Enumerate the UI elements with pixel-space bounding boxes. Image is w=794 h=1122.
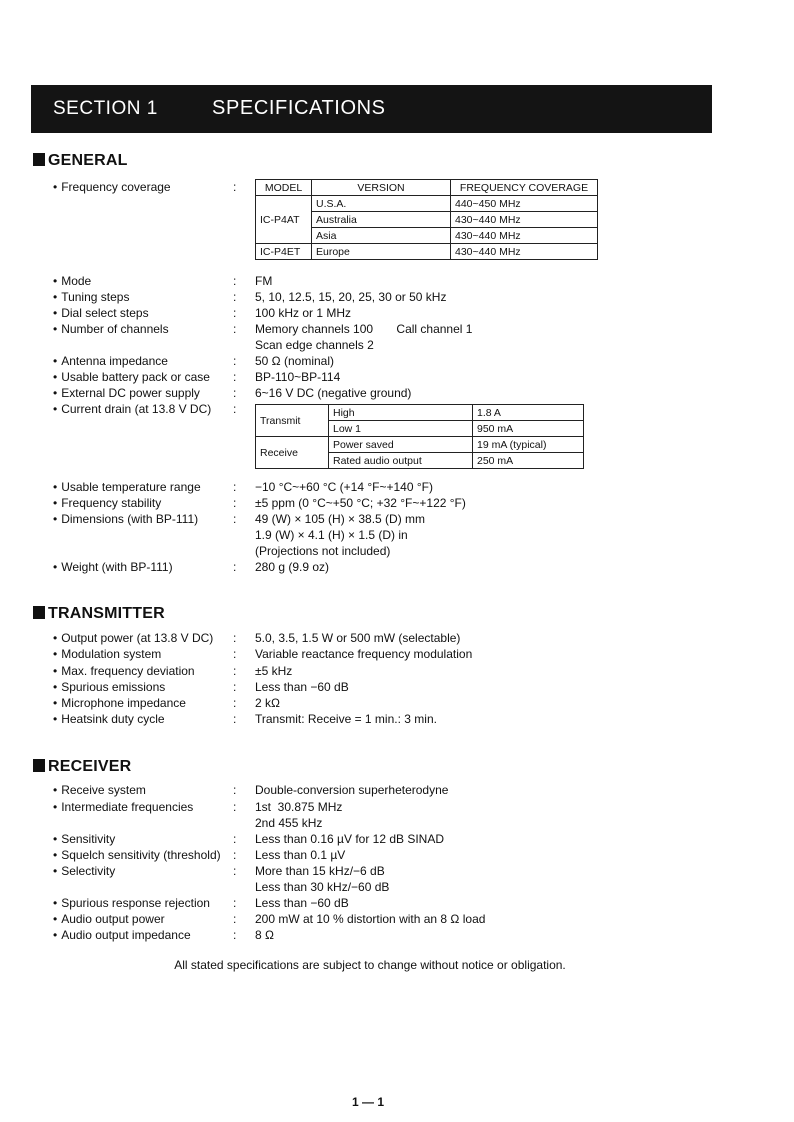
table-row: Receive Power saved 19 mA (typical) [256,437,584,453]
spec-label: • Frequency coverage [53,180,171,194]
spec-row: • Audio output power : 200 mW at 10 % distortion with an 8 Ω load [53,912,613,928]
section-title: SPECIFICATIONS [212,97,386,119]
spec-row: • Spurious emissions : Less than −60 dB [53,680,613,696]
receiver-heading: RECEIVER [33,758,131,776]
spec-row: • Number of channels : Memory channels 100 Call channel 1 [53,322,613,338]
spec-value-continued: (Projections not included) [255,544,391,558]
general-heading: GENERAL [33,152,128,170]
spec-value-continued: 2nd 455 kHz [255,816,323,830]
square-bullet-icon [33,606,45,619]
spec-row: • Output power (at 13.8 V DC) : 5.0, 3.5, 1.5 W or 500 mW (selectable) [53,631,613,647]
spec-row: • Weight (with BP-111) : 280 g (9.9 oz) [53,560,613,576]
frequency-coverage-table [255,179,598,260]
table-row: Low 1 950 mA [256,421,584,437]
spec-row: • Max. frequency deviation : ±5 kHz [53,664,613,680]
table-row: IC-P4ET Europe 430~440 MHz [256,244,598,260]
spec-row: • Receive system : Double-conversion superheterodyne [53,783,613,799]
spec-row: • Selectivity : More than 15 kHz/−6 dB [53,864,613,880]
spec-row: • Usable battery pack or case : BP-110~BP-114 [53,370,613,386]
spec-row: • Mode : FM [53,274,613,290]
spec-row: • Modulation system : Variable reactance frequency modulation [53,647,613,663]
spec-row: • Sensitivity : Less than 0.16 µV for 12 dB SINAD [53,832,613,848]
spec-row: • Squelch sensitivity (threshold) : Less than 0.1 µV [53,848,613,864]
spec-row: • Tuning steps : 5, 10, 12.5, 15, 20, 25, 30 or 50 kHz [53,290,613,306]
table-row: Rated audio output 250 mA [256,453,584,469]
spec-value-continued: Less than 30 kHz/−60 dB [255,880,390,894]
transmitter-heading: TRANSMITTER [33,605,165,623]
spec-row: • Audio output impedance : 8 Ω [53,928,613,944]
spec-row: • Spurious response rejection : Less than −60 dB [53,896,613,912]
spec-row: • Dimensions (with BP-111) : 49 (W) × 105 (H) × 38.5 (D) mm [53,512,613,528]
table-row: Asia 430~440 MHz [256,228,598,244]
spec-row: • Usable temperature range : −10 °C~+60 °C (+14 °F~+140 °F) [53,480,613,496]
disclaimer-note: All stated specifications are subject to change without notice or obligation. [174,958,566,972]
table-row: Australia 430~440 MHz [256,212,598,228]
table-row: IC-P4AT U.S.A. 440~450 MHz [256,196,598,212]
current-drain-table [255,404,584,469]
table-header-row: MODEL VERSION FREQUENCY COVERAGE [256,180,598,196]
square-bullet-icon [33,759,45,772]
spec-value-continued: Scan edge channels 2 [255,338,374,352]
square-bullet-icon [33,153,45,166]
section-number: SECTION 1 [53,98,158,119]
section-banner [31,85,712,133]
spec-value-continued: 1.9 (W) × 4.1 (H) × 1.5 (D) in [255,528,408,542]
page-number: 1 — 1 [351,1095,384,1109]
table-row: Transmit High 1.8 A [256,405,584,421]
spec-row: • Antenna impedance : 50 Ω (nominal) [53,354,613,370]
spec-row: • Heatsink duty cycle : Transmit: Receive = 1 min.: 3 min. [53,712,613,728]
spec-row: • Current drain (at 13.8 V DC) : [53,402,613,418]
spec-row: • Frequency stability : ±5 ppm (0 °C~+50 °C; +32 °F~+122 °F) [53,496,613,512]
spec-row: • Dial select steps : 100 kHz or 1 MHz [53,306,613,322]
spec-row: • Microphone impedance : 2 kΩ [53,696,613,712]
spec-row: • External DC power supply : 6~16 V DC (negative ground) [53,386,613,402]
spec-row: • Frequency coverage : [53,180,613,196]
spec-row: • Intermediate frequencies : 1st 30.875 MHz [53,800,613,816]
